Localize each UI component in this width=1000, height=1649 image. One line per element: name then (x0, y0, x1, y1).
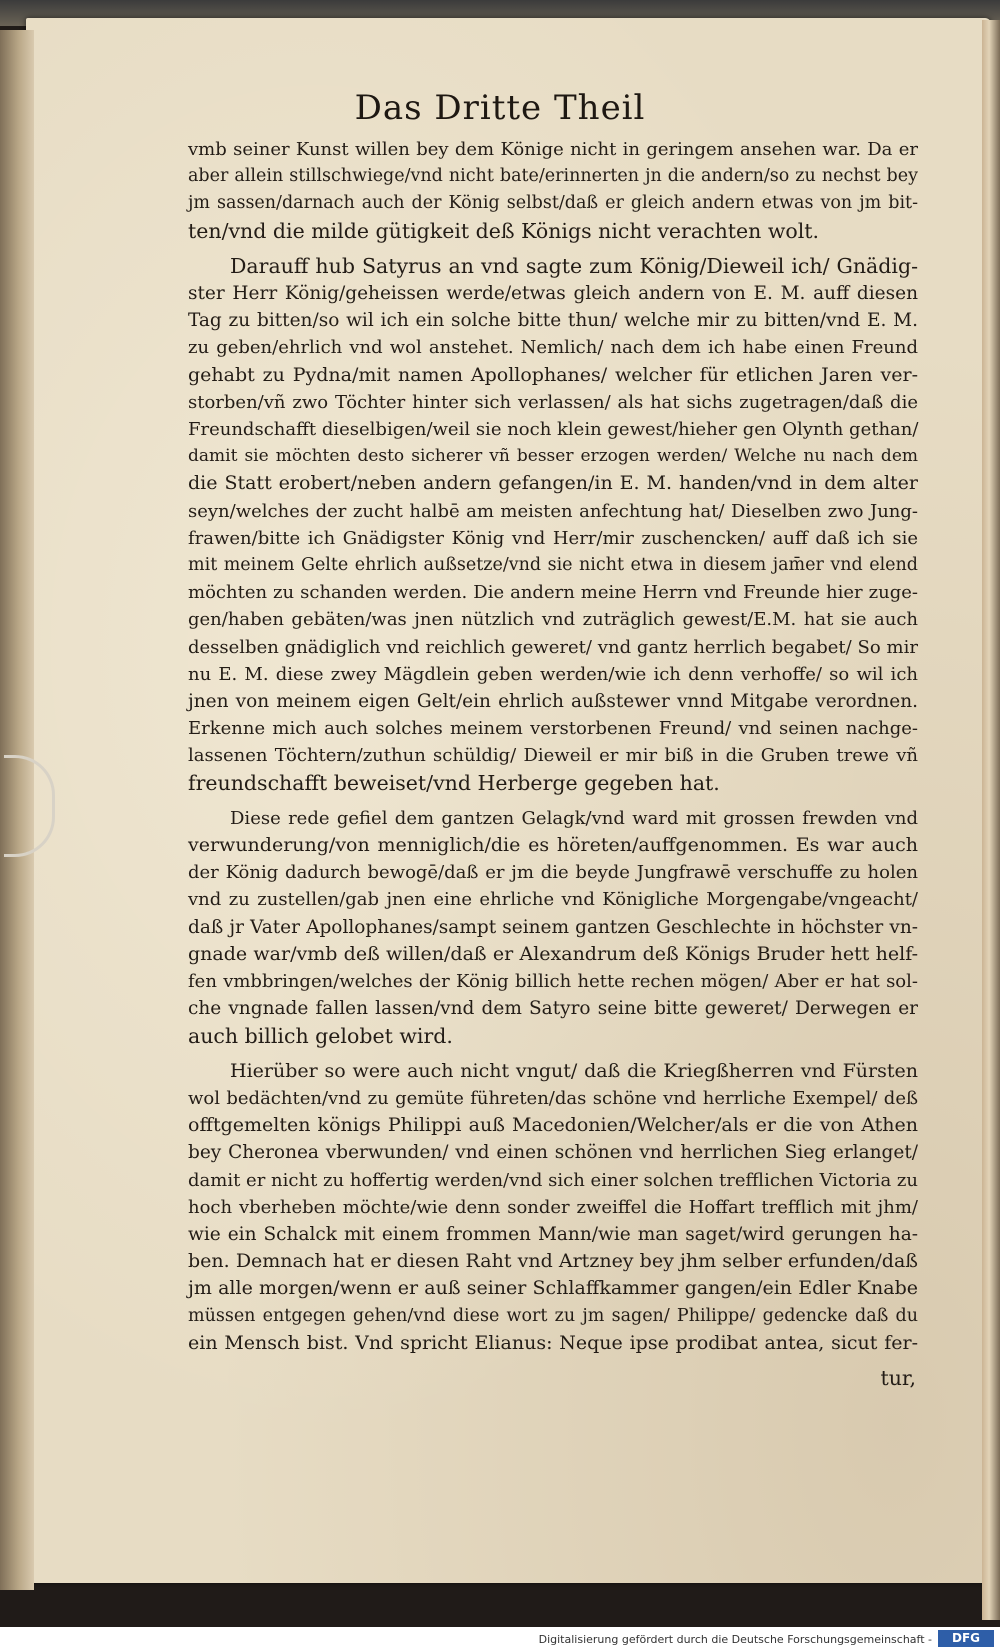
text-line: wie ein Schalck mit einem frommen Mann/wie man saget/wird gerungen ha- (188, 1223, 918, 1245)
text-line: verwunderung/von menniglich/die es höreten/auffgenommen. Es war auch (188, 834, 918, 857)
text-line: gen/haben gebäten/was jnen nützlich vnd zuträglich gewest/E.M. hat sie auch (188, 609, 918, 631)
text-line: möchten zu schanden werden. Die andern meine Herrn vnd Freunde hier zuge- (188, 582, 918, 604)
text-line: desselben gnädiglich vnd reichlich geweret/ vnd gantz herrlich begabet/ So mir (188, 636, 918, 658)
text-line: ten/vnd die milde gütigkeit deß Königs nicht verachten wolt. (188, 218, 820, 243)
text-line: che vngnade fallen lassen/vnd dem Satyro seine bitte geweret/ Derwegen er (188, 998, 918, 1020)
text-line: vnd zu zustellen/gab jnen eine ehrliche vnd Königliche Morgengabe/vngeacht/ (188, 889, 918, 911)
catchword: tur, (880, 1365, 916, 1390)
text-line: freundschafft beweiset/vnd Herberge gegeben hat. (188, 770, 720, 795)
text-line: storben/vñ zwo Töchter hinter sich verlassen/ als hat sichs zugetragen/daß die (188, 391, 918, 413)
text-line: ster Herr König/geheissen werde/etwas gleich andern von E. M. auff diesen (188, 283, 918, 305)
text-line: Darauff hub Satyrus an vnd sagte zum König/Dieweil ich/ Gnädig- (230, 253, 918, 278)
text-body (188, 136, 918, 1392)
text-line: daß jr Vater Apollophanes/sampt seinem gantzen Geschlechte in höchster vn- (188, 916, 918, 938)
text-line: frawen/bitte ich Gnädigster König vnd Herr/mir zuschencken/ auff daß ich sie (188, 527, 918, 549)
text-line: fen vmbbringen/welches der König billich hette rechen mögen/ Aber er hat sol- (188, 971, 918, 993)
dfg-logo: DFG (938, 1630, 994, 1647)
text-line: aber allein stillschwiege/vnd nicht bate/erinnerten jn die andern/so zu nechst bey (188, 166, 918, 187)
text-line: Erkenne mich auch solches meinem verstorbenen Freund/ vnd seinen nachge- (188, 718, 918, 740)
text-line: hoch vberheben möchte/wie denn sonder zweiffel die Hoffart trefflich mit jhm/ (188, 1196, 918, 1218)
text-line: nu E. M. diese zwey Mägdlein geben werden/wie ich denn verhoffe/ so wil ich (188, 663, 918, 685)
text-line: Freundschafft dieselbigen/weil sie noch klein gewest/hieher gen Olynth gethan/ (188, 419, 919, 441)
text-line: lassenen Töchtern/zuthun schüldig/ Dieweil er mir biß in die Gruben trewe vñ (188, 745, 918, 767)
text-line: müssen entgegen gehen/vnd diese wort zu jm sagen/ Philippe/ gedencke daß du (188, 1305, 918, 1326)
text-line: der König dadurch bewogē/daß er jm die beyde Jungfrawē verschuffe zu holen (188, 862, 918, 884)
text-line: wol bedächten/vnd zu gemüte führeten/das schöne vnd herrliche Exempel/ deß (188, 1087, 918, 1109)
text-line: bey Cheronea vberwunden/ vnd einen schönen vnd herrlichen Sieg erlanget/ (188, 1142, 918, 1164)
paragraph (188, 805, 918, 1050)
text-line: damit er nicht zu hoffertig werden/vnd sich einer solchen trefflichen Victoria zu (188, 1169, 918, 1191)
text-line: offtgemelten königs Philippi auß Macedonien/Welcher/als er die von Athen (188, 1114, 918, 1137)
text-line: damit sie möchten desto sicherer vñ besser erzogen werden/ Welche nu nach dem (188, 446, 918, 467)
footer-bar (0, 1627, 1000, 1649)
text-line: vmb seiner Kunst willen bey dem Könige nicht in geringem ansehen war. Da er (188, 139, 918, 160)
text-line: gehabt zu Pydna/mit namen Apollophanes/ welcher für etlichen Jaren ver- (188, 363, 918, 386)
text-line: gnade war/vmb deß willen/daß er Alexandrum deß Königs Bruder hett helf- (188, 942, 918, 965)
paragraph (188, 136, 918, 245)
text-line: Tag zu bitten/so wil ich ein solche bitte thun/ welche mir zu bitten/vnd E. M. (188, 310, 918, 332)
text-line: zu geben/ehrlich vnd wol anstehet. Nemlich/ nach dem ich habe einen Freund (188, 337, 918, 359)
text-line: ben. Demnach hat er diesen Raht vnd Artzney bey jhm selber erfunden/daß (188, 1250, 918, 1273)
text-line: jm sassen/darnach auch der König selbst/daß er gleich andern etwas von jm bit- (188, 193, 918, 214)
text-line: seyn/welches der zucht halbē am meisten anfechtung hat/ Dieselben zwo Jung- (188, 500, 918, 522)
digitization-credit: Digitalisierung gefördert durch die Deutsche Forschungsgemeinschaft - (538, 1633, 932, 1646)
text-line: auch billich gelobet wird. (188, 1023, 453, 1048)
paragraph (188, 1058, 918, 1357)
paragraph (188, 253, 918, 797)
text-line: Hierüber so were auch nicht vngut/ daß die Kriegßherren vnd Fürsten (230, 1059, 918, 1082)
text-line: jm alle morgen/wenn er auß seiner Schlaffkammer gangen/ein Edler Knabe (188, 1277, 918, 1300)
text-line: jnen von meinem eigen Gelt/ein ehrlich außstewer vnnd Mitgabe verordnen. (188, 691, 918, 713)
text-line: mit meinem Gelte ehrlich außsetze/vnd sie nicht etwa in diesem jam̄er vnd elend (188, 555, 918, 576)
text-line: ein Mensch bist. Vnd spricht Elianus: Neque ipse prodibat antea, sicut fer- (188, 1331, 918, 1354)
text-line: die Statt erobert/neben andern gefangen/in E. M. handen/vnd in dem alter (188, 472, 918, 495)
running-head: Das Dritte Theil (354, 88, 646, 128)
page-fore-edge (982, 20, 1000, 1620)
text-line: Diese rede gefiel dem gantzen Gelagk/vnd ward mit grossen frewden vnd (230, 807, 918, 829)
